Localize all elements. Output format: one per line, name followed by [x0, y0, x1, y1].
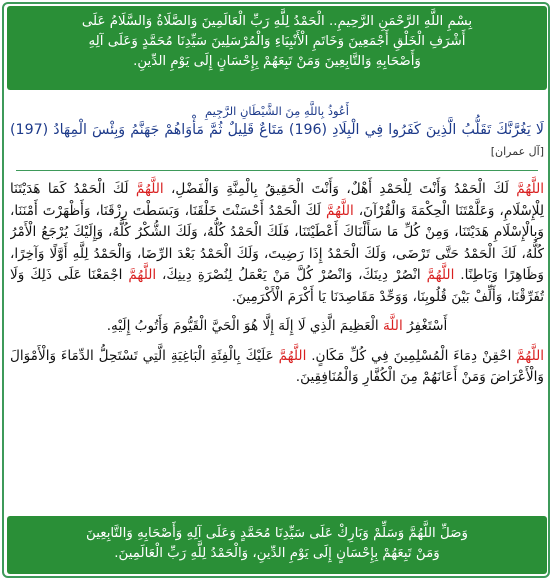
quran-verse — [10, 120, 544, 162]
header-banner — [7, 6, 547, 90]
footer-banner — [7, 516, 547, 574]
highlighted-word: اللَّهُمَّ — [135, 181, 164, 197]
divider — [16, 170, 538, 171]
text-segment: لَكَ الْحَمْدُ وَأَنْتَ لِلْحَمْدِ أَهْلٌ، وَأَنْتَ الْحَقِيقُ بِالْمِنَّةِ وَالْفَضْلِ، — [163, 181, 517, 197]
text-segment: لَكَ الْحَمْدُ أَحْسَنْتَ خَلْقَنَا، وَبَسَطْتَ رِزْقَنَا، وَأَظْهَرْتَ أَمْنَنَا، وَبِالْإِسْلَامِ هَدَيْتَنَا، وَمِنْ كُلِّ مَا سَأَلْنَاكَ أَعْطَيْتَنَا، فَلَكَ الْحَمْدُ كُلُّهُ، وَلَكَ الشُّكْرُ كُلُّهُ، وَإِلَيْكَ يُرْجَعُ الْأَمْرُ كُلُّهُ، لَكَ الْحَمْدُ حَتَّى تَرْضَى، وَلَكَ الْحَمْدُ إِذَا رَضِيتَ، وَلَكَ الْحَمْدُ بَعْدَ الرِّضَا، وَالْحَمْدُ لِلَّهِ أَوَّلًا وَآخِرًا، وَظَاهِرًا وَبَاطِنًا. — [10, 202, 544, 283]
text-segment: اجْمَعْنَا عَلَى ذَلِكَ وَلَا تُفَرِّقْنَا، وَأَلِّفْ بَيْنَ قُلُوبِنَا، وَوَحِّدْ مَقَاصِدَنَا يَا أَكْرَمَ الْأَكْرَمِينَ. — [10, 267, 544, 305]
header-line: أَشْرَفِ الْخَلْقِ أَجْمَعِينَ وَخَاتَمِ الْأَنْبِيَاءِ وَالْمُرْسَلِينَ سَيِّدِنَا مُحَمَّدٍ وَعَلَى آلِهِ — [88, 34, 466, 49]
footer-line: وَمَنْ تَبِعَهُمْ بِإِحْسَانٍ إِلَى يَوْمِ الدِّينِ، وَالْحَمْدُ لِلَّهِ رَبِّ الْعَالَمِينَ. — [114, 546, 440, 561]
istighfar-line — [10, 316, 544, 338]
footer-line: وَصَلِّ اللَّهُمَّ وَسَلِّمْ وَبَارِكْ عَلَى سَيِّدِنَا مُحَمَّدٍ وَعَلَى آلِهِ وَأَصْحَابِهِ وَالتَّابِعِينَ — [86, 526, 468, 541]
highlighted-word: اللَّهَ — [383, 318, 403, 334]
text-segment: احْقِنْ دِمَاءَ الْمُسْلِمِينَ فِي كُلِّ مَكَانٍ. — [306, 347, 517, 364]
header-line: وَأَصْحَابِهِ وَالتَّابِعِينَ وَمَنْ تَبِعَهُمْ بِإِحْسَانٍ إِلَى يَوْمِ الدِّينِ. — [133, 54, 421, 69]
text-segment: انْصُرْ دِينَكَ، وَانْصُرْ كُلَّ مَنْ يَعْمَلُ لِنُصْرَةِ دِينِكَ، — [156, 267, 427, 283]
text-segment: عَلَيْكَ بِالْفِئَةِ الْبَاغِيَةِ الَّتِي تَسْتَحِلُّ الدِّمَاءَ وَالْأَمْوَالَ وَالْأَعْرَاضَ وَمَنْ أَعَانَهُمْ مِنَ الْكُفَّارِ وَالْمُنَافِقِينَ. — [10, 347, 544, 385]
highlighted-word: اللَّهُمَّ — [128, 267, 157, 283]
verse-text: لَا يَغُرَّنَّكَ تَقَلُّبُ الَّذِينَ كَفَرُوا فِي الْبِلَادِ (196) مَتَاعٌ قَلِيلٌ ثُمَّ مَأْوَاهُمْ جَهَنَّمُ وَبِئْسَ الْمِهَادُ (197) — [10, 122, 544, 138]
text-segment: أَسْتَغْفِرُ — [402, 318, 448, 334]
text-segment: الْعَظِيمَ الَّذِي لَا إِلَهَ إِلَّا هُوَ الْحَيَّ الْقَيُّومَ وَأَتُوبُ إِلَيْهِ. — [106, 318, 384, 334]
header-line: بِسْمِ اللَّهِ الرَّحْمَنِ الرَّحِيمِ.. الْحَمْدُ لِلَّهِ رَبِّ الْعَالَمِينَ وَالصَّلَاةُ وَالسَّلَامُ عَلَى — [81, 14, 473, 29]
highlighted-word: اللَّهُمَّ — [516, 347, 544, 364]
dua-paragraph-2 — [10, 346, 544, 389]
highlighted-word: اللَّهُمَّ — [326, 202, 354, 219]
dua-paragraph-1 — [10, 179, 544, 308]
verse-reference: [آل عمران] — [490, 145, 544, 158]
istiadha-line: أَعُوذُ بِاللَّهِ مِنَ الشَّيْطَانِ الرَّجِيمِ — [205, 104, 349, 118]
highlighted-word: اللَّهُمَّ — [516, 181, 544, 197]
text-segment: لَكَ الْحَمْدُ كَمَا هَدَيْتَنَا لِلْإِسْلَامِ، وَعَلَّمْتَنَا الْحِكْمَةَ وَالْقُرْآنَ، — [10, 181, 544, 219]
highlighted-word: اللَّهُمَّ — [278, 347, 307, 364]
main-content — [10, 98, 544, 510]
highlighted-word: اللَّهُمَّ — [426, 267, 455, 283]
